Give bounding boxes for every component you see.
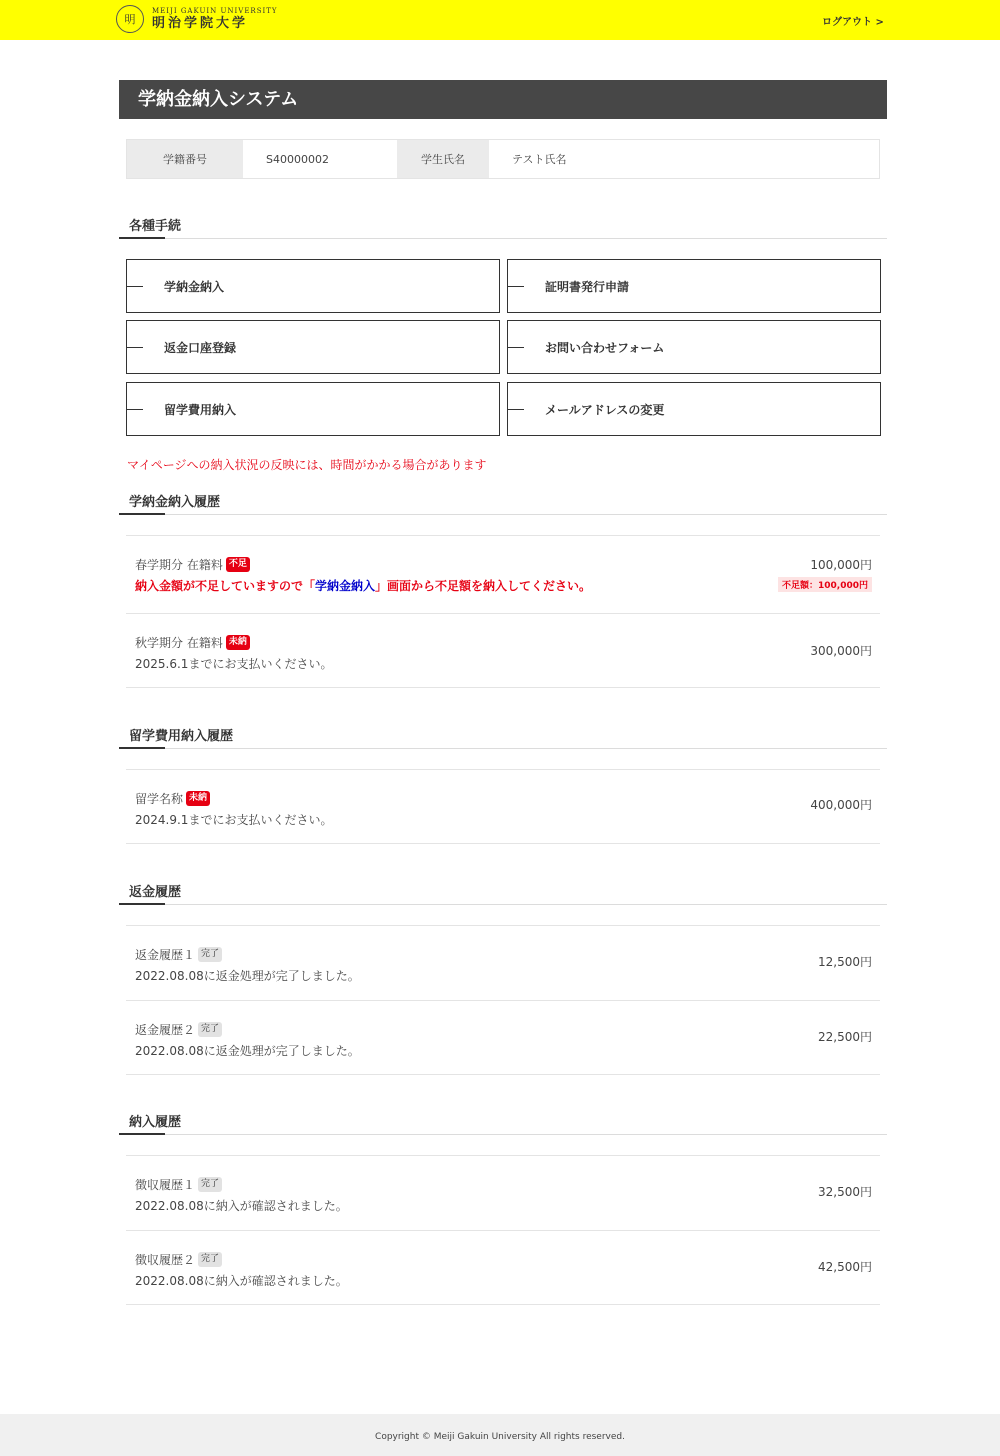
student-info-table [126, 139, 880, 179]
row-title: 返金履歴１ [135, 948, 196, 962]
shortage-amount-badge: 不足額：100,000円 [778, 577, 872, 592]
study-abroad-history-row [126, 769, 880, 844]
certificate-request-label: 証明書発行申請 [545, 280, 630, 294]
status-badge: 未納 [186, 791, 210, 806]
email-change-button[interactable] [507, 382, 881, 436]
status-badge: 未納 [226, 635, 250, 650]
row-title: 返金履歴２ [135, 1023, 196, 1037]
payment-history-heading [119, 1109, 887, 1135]
row-description: 2022.08.08に納入が確認されました。 [135, 1199, 348, 1213]
payment-history-row [126, 1230, 880, 1305]
refund-history-row [126, 925, 880, 1000]
amount: 400,000円 [810, 798, 872, 812]
row-description: 2025.6.1までにお支払いください。 [135, 657, 333, 671]
shortage-alert-text: 納入金額が不足していますので「 [135, 579, 316, 593]
row-title: 留学名称 [135, 792, 184, 806]
tuition-payment-button[interactable] [126, 259, 500, 313]
shortage-alert-text-end: 」画面から不足額を納入してください。 [375, 579, 592, 593]
row-title: 春学期分 在籍料 [135, 558, 223, 572]
student-id-label: 学籍番号 [127, 140, 243, 178]
procedures-heading [119, 213, 887, 239]
study-abroad-payment-label: 留学費用納入 [164, 403, 237, 417]
logout-link[interactable]: ログアウト > [822, 17, 884, 28]
study-abroad-history-heading-text: 留学費用納入履歴 [129, 729, 234, 744]
row-description: 2024.9.1までにお支払いください。 [135, 813, 333, 827]
row-description: 2022.08.08に返金処理が完了しました。 [135, 969, 360, 983]
top-header-bar [0, 0, 1000, 40]
status-badge: 不足 [226, 557, 250, 572]
amount: 300,000円 [810, 644, 872, 658]
amount: 100,000円 [810, 558, 872, 572]
row-description: 2022.08.08に返金処理が完了しました。 [135, 1044, 360, 1058]
student-name-label: 学生氏名 [397, 140, 489, 178]
row-title: 秋学期分 在籍料 [135, 636, 223, 650]
footer-copyright: Copyright © Meiji Gakuin University All rights reserved. [0, 1414, 1000, 1456]
tuition-history-heading-text: 学納金納入履歴 [129, 495, 221, 510]
status-badge: 完了 [198, 1177, 222, 1192]
tuition-payment-label: 学納金納入 [164, 280, 225, 294]
page-title: 学納金納入システム [119, 80, 887, 119]
amount: 12,500円 [818, 955, 872, 969]
logo-english-name: MEIJI GAKUIN UNIVERSITY [152, 7, 278, 15]
refund-history-row [126, 1000, 880, 1075]
refund-account-button[interactable] [126, 320, 500, 374]
student-name-value: テスト氏名 [512, 153, 567, 166]
row-title: 徴収履歴２ [135, 1253, 196, 1267]
refund-history-heading-text: 返金履歴 [129, 885, 182, 900]
student-id-value: S40000002 [266, 152, 329, 166]
tuition-payment-link-text: 学納金納入 [315, 579, 376, 593]
amount: 42,500円 [818, 1260, 872, 1274]
tuition-history-heading [119, 489, 887, 515]
refund-history-heading [119, 879, 887, 905]
university-logo[interactable] [116, 5, 278, 33]
study-abroad-history-heading [119, 723, 887, 749]
payment-history-row [126, 1155, 880, 1230]
status-badge: 完了 [198, 1252, 222, 1267]
amount: 32,500円 [818, 1185, 872, 1199]
reflection-delay-notice: マイページへの納入状況の反映には、時間がかかる場合があります [127, 458, 487, 472]
shortage-alert [135, 577, 591, 594]
status-badge: 完了 [198, 1022, 222, 1037]
contact-form-label: お問い合わせフォーム [545, 341, 665, 355]
logo-japanese-name: 明治学院大学 [152, 16, 249, 31]
payment-history-heading-text: 納入履歴 [129, 1115, 182, 1130]
status-badge: 完了 [198, 947, 222, 962]
row-description: 2022.08.08に納入が確認されました。 [135, 1274, 348, 1288]
study-abroad-payment-button[interactable] [126, 382, 500, 436]
email-change-label: メールアドレスの変更 [545, 403, 665, 417]
row-title: 徴収履歴１ [135, 1178, 196, 1192]
contact-form-button[interactable] [507, 320, 881, 374]
university-seal-icon: 明 [116, 5, 144, 33]
refund-account-label: 返金口座登録 [164, 341, 237, 355]
procedures-heading-text: 各種手続 [129, 219, 182, 234]
tuition-history-row [126, 613, 880, 688]
amount: 22,500円 [818, 1030, 872, 1044]
tuition-history-row [126, 535, 880, 613]
certificate-request-button[interactable] [507, 259, 881, 313]
